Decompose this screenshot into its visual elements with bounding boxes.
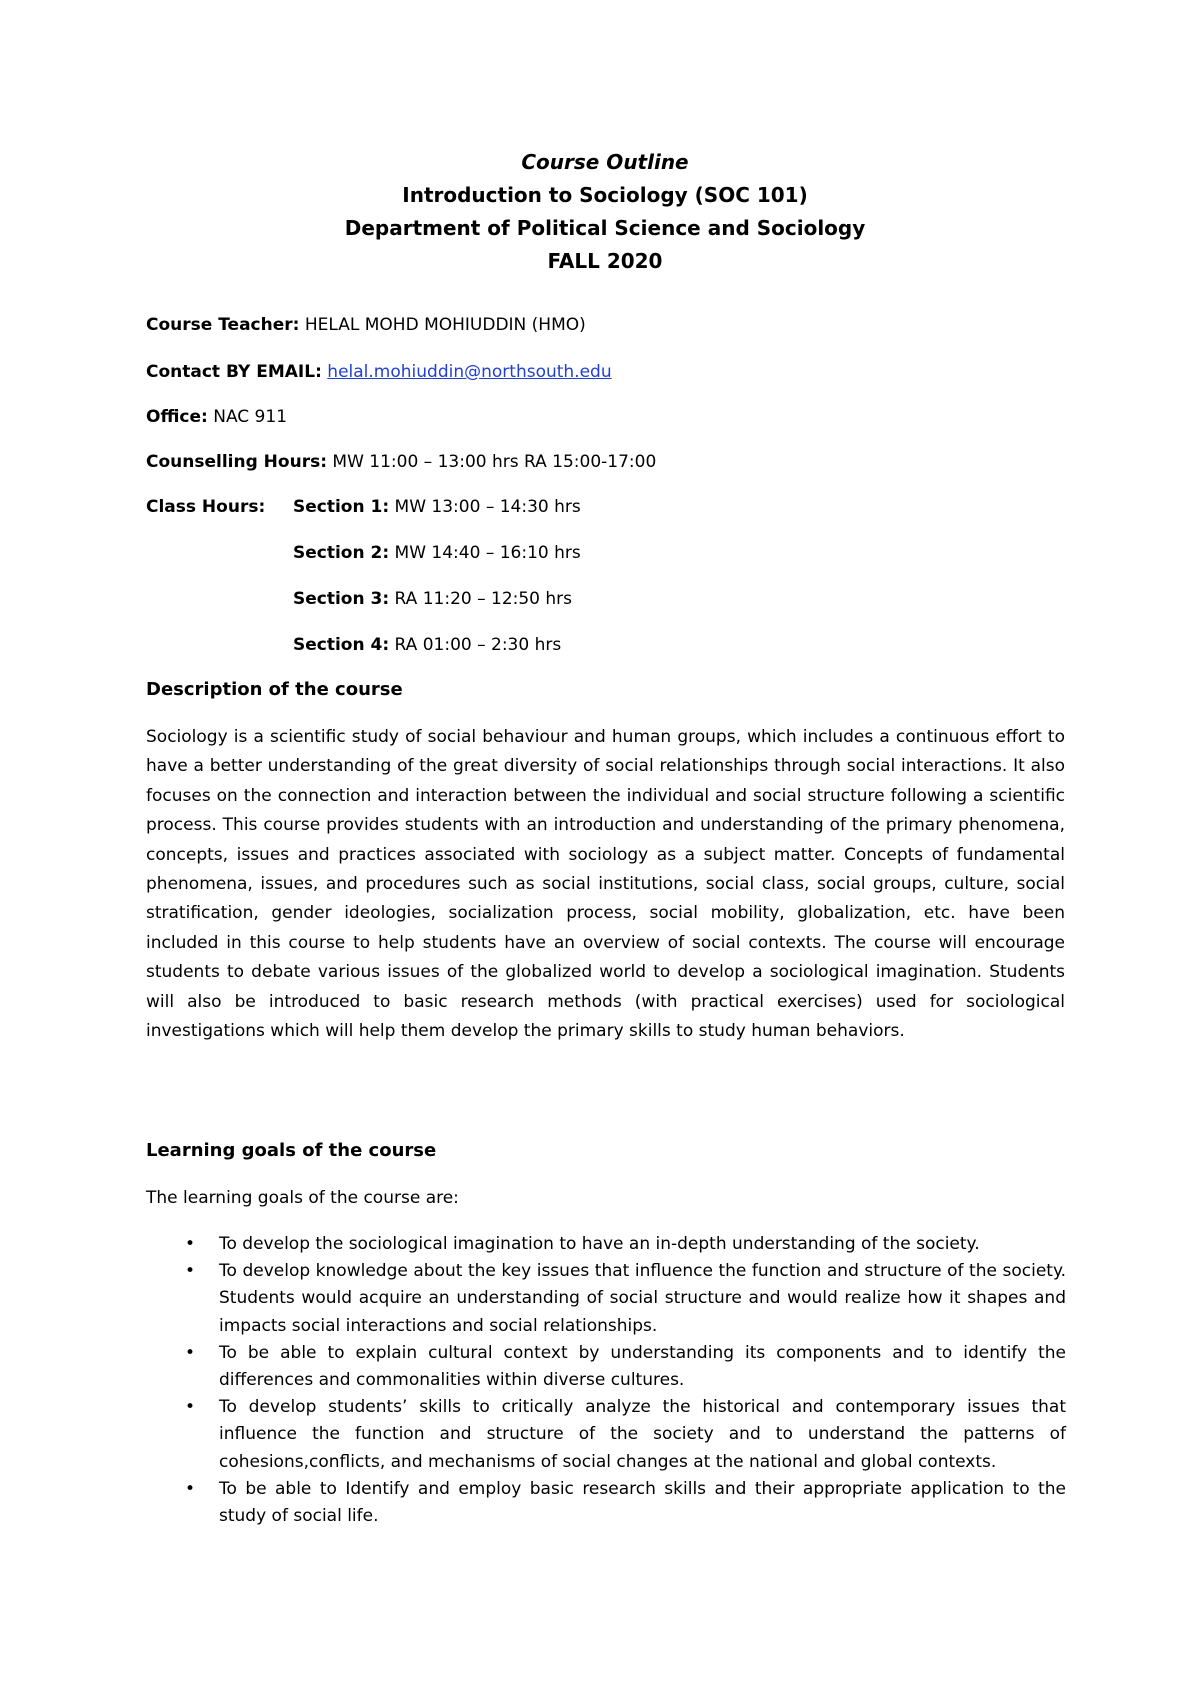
section-1-line: [293, 495, 581, 519]
section-2-label: Section 2:: [293, 543, 390, 563]
counselling-line: [146, 450, 1066, 474]
teacher-label: Course Teacher:: [146, 315, 300, 335]
goal-text: To be able to explain cultural context by understanding its components and to identify the differences and commonalities within diverse cultures.: [219, 1342, 1066, 1391]
bullet-icon: •: [185, 1261, 196, 1282]
description-heading: Description of the course: [146, 679, 403, 700]
office-label: Office:: [146, 407, 208, 427]
goal-text: To develop the sociological imagination to have an in-depth understanding of the society.: [219, 1234, 980, 1254]
teacher-value: HELAL MOHD MOHIUDDIN (HMO): [304, 315, 586, 335]
section-3-label: Section 3:: [293, 589, 390, 609]
list-item: [146, 1231, 1066, 1258]
section-3-value: RA 11:20 – 12:50 hrs: [394, 589, 573, 609]
goals-intro: The learning goals of the course are:: [146, 1188, 459, 1208]
contact-label: Contact BY EMAIL:: [146, 362, 322, 382]
office-line: [146, 405, 1066, 429]
list-item: [146, 1258, 1066, 1340]
teacher-line: [146, 313, 1066, 337]
bullet-icon: •: [185, 1397, 196, 1418]
contact-email-link[interactable]: helal.mohiuddin@northsouth.edu: [327, 362, 612, 382]
section-4-label: Section 4:: [293, 635, 390, 655]
contact-line: [146, 360, 1066, 384]
counselling-label: Counselling Hours:: [146, 452, 327, 472]
counselling-value: MW 11:00 – 13:00 hrs RA 15:00-17:00: [332, 452, 657, 472]
section-3-line: [293, 587, 572, 611]
class-hours-label: Class Hours:: [146, 497, 266, 517]
bullet-icon: •: [185, 1342, 196, 1363]
section-4-line: [293, 633, 561, 657]
document-title: Course Outline: [521, 150, 689, 174]
goal-text: To develop students’ skills to critically analyze the historical and contemporary issues that influence the function and structure of the society and to understand the patterns of cohesions,conflicts, and mechanisms of social changes at the national and global contexts.: [219, 1397, 1066, 1472]
bullet-icon: •: [185, 1478, 196, 1499]
section-1-value: MW 13:00 – 14:30 hrs: [394, 497, 581, 517]
description-paragraph: Sociology is a scientific study of social behaviour and human groups, which includes a continuous effort to have a better understanding of the great diversity of social relationships through social interactions. It also focuses on the connection and interaction between the individual and social structure following a scientific process. This course provides students with an introduction and understanding of the primary phenomena, concepts, issues and practices associated with sociology as a subject matter. Concepts of fundamental phenomena, issues, and procedures such as social institutions, social class, social groups, culture, social stratification, gender ideologies, socialization process, social mobility, globalization, etc. have been included in this course to help students have an overview of social contexts. The course will encourage students to debate various issues of the globalized world to develop a sociological imagination. Students will also be introduced to basic research methods (with practical exercises) used for sociological investigations which will help them develop the primary skills to study human behaviors.: [146, 727, 1065, 1042]
section-2-line: [293, 541, 581, 565]
section-2-value: MW 14:40 – 16:10 hrs: [394, 543, 581, 563]
goal-text: To develop knowledge about the key issues that influence the function and structure of the society. Students would acquire an understanding of social structure and would realize how it shapes and impacts social interactions and social relationships.: [219, 1261, 1066, 1336]
section-1-label: Section 1:: [293, 497, 390, 517]
section-4-value: RA 01:00 – 2:30 hrs: [394, 635, 562, 655]
bullet-icon: •: [185, 1234, 196, 1254]
document-header: [0, 146, 1200, 278]
list-item: [146, 1340, 1066, 1394]
goal-text: To be able to Identify and employ basic research skills and their appropriate application to the study of social life.: [219, 1478, 1066, 1527]
office-value: NAC 911: [213, 407, 288, 427]
goals-heading: Learning goals of the course: [146, 1140, 437, 1161]
term: FALL 2020: [547, 249, 663, 273]
list-item: [146, 1394, 1066, 1476]
goals-list: [146, 1231, 1066, 1530]
course-name: Introduction to Sociology (SOC 101): [402, 183, 808, 207]
list-item: [146, 1476, 1066, 1530]
department-name: Department of Political Science and Sociology: [344, 216, 866, 240]
